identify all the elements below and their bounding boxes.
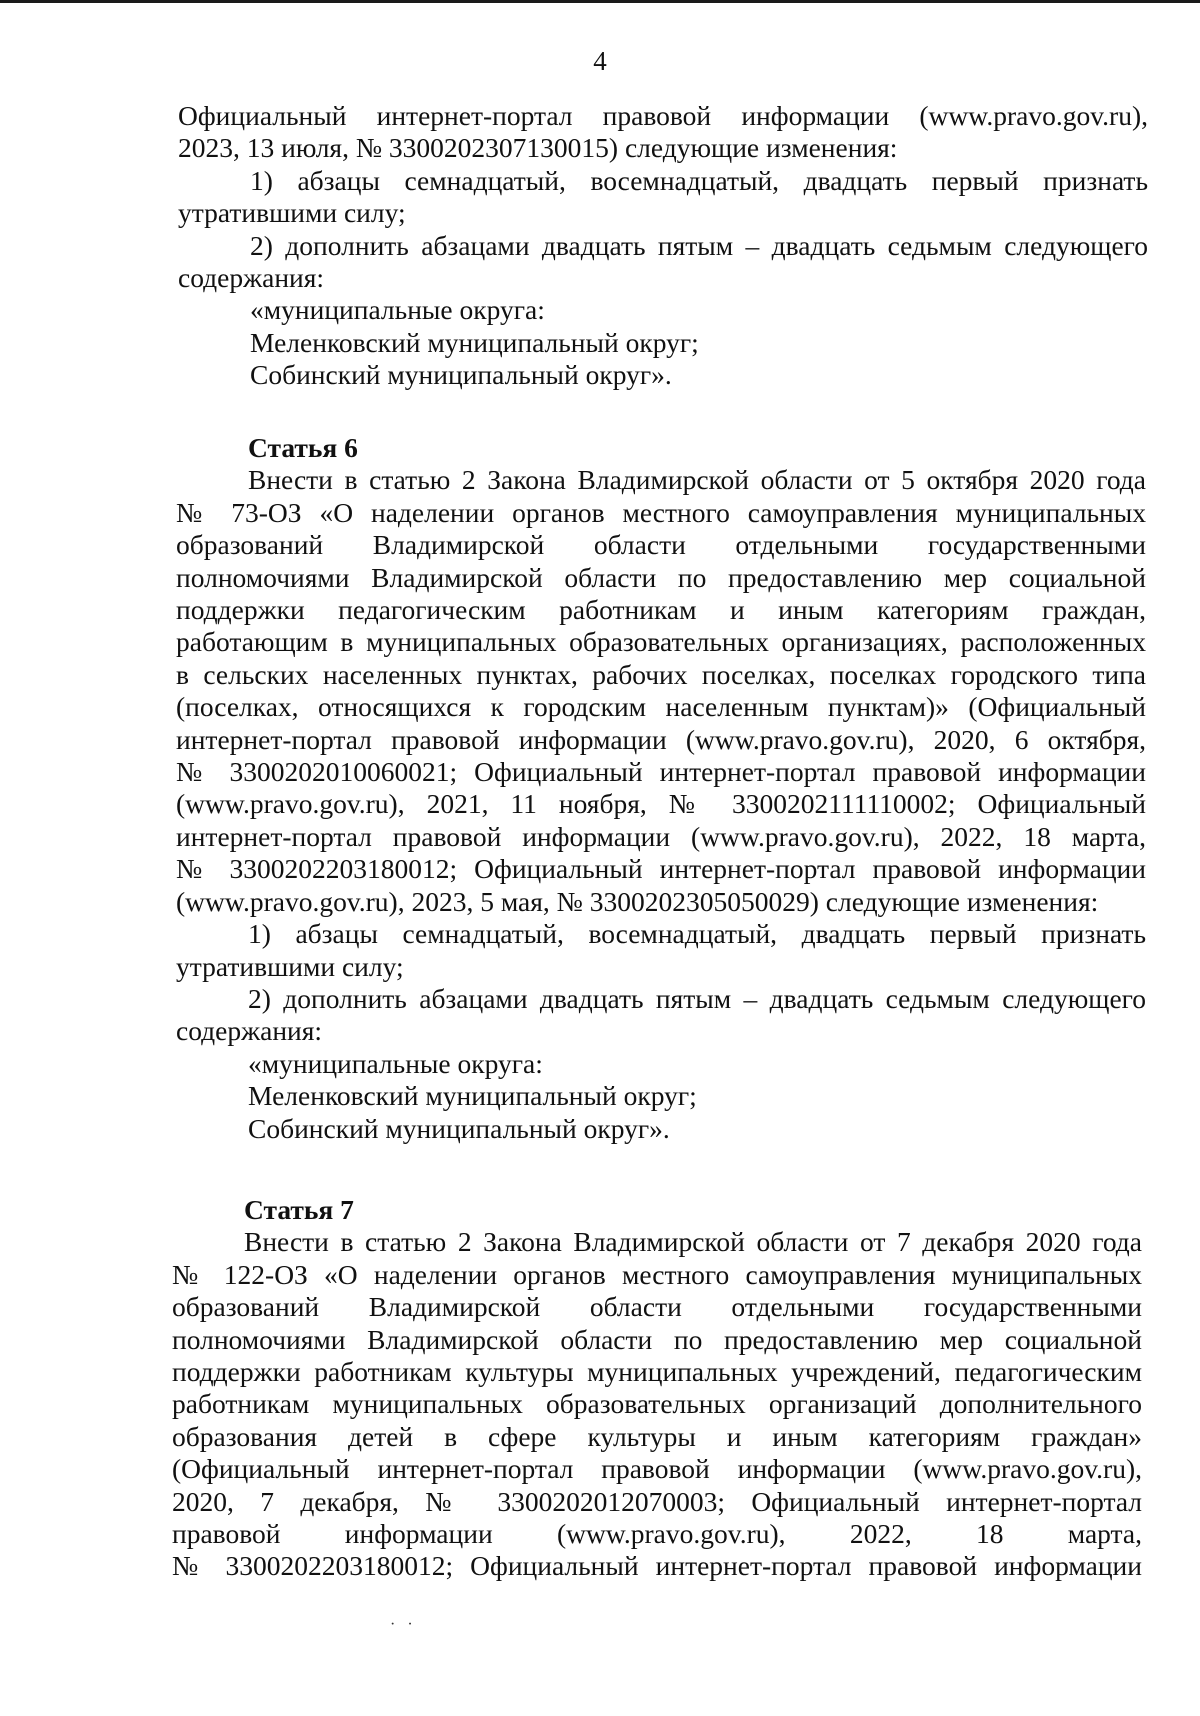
article-heading: Статья 7 <box>244 1194 354 1225</box>
text-line: «муниципальные округа: <box>248 1047 543 1079</box>
page-top-border <box>0 0 1200 3</box>
article-7 <box>172 1194 1142 1583</box>
scan-speck: · · <box>390 1616 413 1633</box>
text-line: 2023, 13 июля, № 3300202307130015) следующие изменения: <box>178 132 898 164</box>
text-line: № 3300202203180012; Официальный интернет-портал правовой информации <box>172 1550 1142 1582</box>
text-line: 1) абзацы семнадцатый, восемнадцатый, двадцать первый признать <box>248 918 1146 950</box>
text-line: Собинский муниципальный округ». <box>248 1112 670 1144</box>
continuation-block <box>178 100 1148 392</box>
text-line: «муниципальные округа: <box>250 294 545 326</box>
text-line: (www.pravo.gov.ru), 2021, 11 ноября, № 3300202111110002; Официальный <box>176 788 1146 820</box>
text-line: поддержки работникам культуры муниципальных учреждений, педагогическим <box>172 1356 1142 1388</box>
text-line: интернет-портал правовой информации (www.pravo.gov.ru), 2020, 6 октября, <box>176 723 1146 755</box>
text-line: полномочиями Владимирской области по предоставлению мер социальной <box>172 1323 1142 1355</box>
text-line: № 3300202010060021; Официальный интернет-портал правовой информации <box>176 756 1146 788</box>
article-heading: Статья 6 <box>248 432 358 463</box>
text-line: полномочиями Владимирской области по предоставлению мер социальной <box>176 561 1146 593</box>
text-line: образований Владимирской области отдельными государственными <box>176 529 1146 561</box>
text-line: № 3300202203180012; Официальный интернет-портал правовой информации <box>176 853 1146 885</box>
text-line: Меленковский муниципальный округ; <box>248 1080 697 1112</box>
text-line: содержания: <box>178 262 325 294</box>
text-line: 2020, 7 декабря, № 3300202012070003; Официальный интернет-портал <box>172 1485 1142 1517</box>
text-line: Внести в статью 2 Закона Владимирской области от 7 декабря 2020 года <box>244 1226 1142 1258</box>
page-number: 4 <box>593 46 607 76</box>
text-line: поддержки педагогическим работникам и иным категориям граждан, <box>176 594 1146 626</box>
text-line: правовой информации (www.pravo.gov.ru), 2022, 18 марта, <box>172 1518 1142 1550</box>
text-line: 1) абзацы семнадцатый, восемнадцатый, двадцать первый признать <box>250 164 1148 196</box>
text-line: работающим в муниципальных образовательных организациях, расположенных <box>176 626 1146 658</box>
article-6 <box>176 432 1146 1145</box>
text-line: утратившими силу; <box>178 197 406 229</box>
text-line: (Официальный интернет-портал правовой информации (www.pravo.gov.ru), <box>172 1453 1142 1485</box>
text-line: (www.pravo.gov.ru), 2023, 5 мая, № 3300202305050029) следующие изменения: <box>176 885 1099 917</box>
text-line: Официальный интернет-портал правовой информации (www.pravo.gov.ru), <box>178 100 1148 131</box>
text-line: (поселках, относящихся к городским населенным пунктам)» (Официальный <box>176 691 1146 723</box>
text-line: 2) дополнить абзацами двадцать пятым – двадцать седьмым следующего <box>250 229 1148 261</box>
text-line: № 122-ОЗ «О наделении органов местного самоуправления муниципальных <box>172 1258 1142 1290</box>
text-line: 2) дополнить абзацами двадцать пятым – двадцать седьмым следующего <box>248 982 1146 1014</box>
text-line: образований Владимирской области отдельными государственными <box>172 1291 1142 1323</box>
text-line: утратившими силу; <box>176 950 404 982</box>
text-line: в сельских населенных пунктах, рабочих поселках, поселках городского типа <box>176 658 1146 690</box>
text-line: Собинский муниципальный округ». <box>250 359 672 391</box>
text-line: образования детей в сфере культуры и иным категориям граждан» <box>172 1420 1142 1452</box>
text-line: интернет-портал правовой информации (www.pravo.gov.ru), 2022, 18 марта, <box>176 820 1146 852</box>
text-line: работникам муниципальных образовательных организаций дополнительного <box>172 1388 1142 1420</box>
text-line: содержания: <box>176 1015 323 1047</box>
text-line: Внести в статью 2 Закона Владимирской области от 5 октября 2020 года <box>248 464 1146 496</box>
text-line: № 73-ОЗ «О наделении органов местного самоуправления муниципальных <box>176 496 1146 528</box>
text-line: Меленковский муниципальный округ; <box>250 326 699 358</box>
